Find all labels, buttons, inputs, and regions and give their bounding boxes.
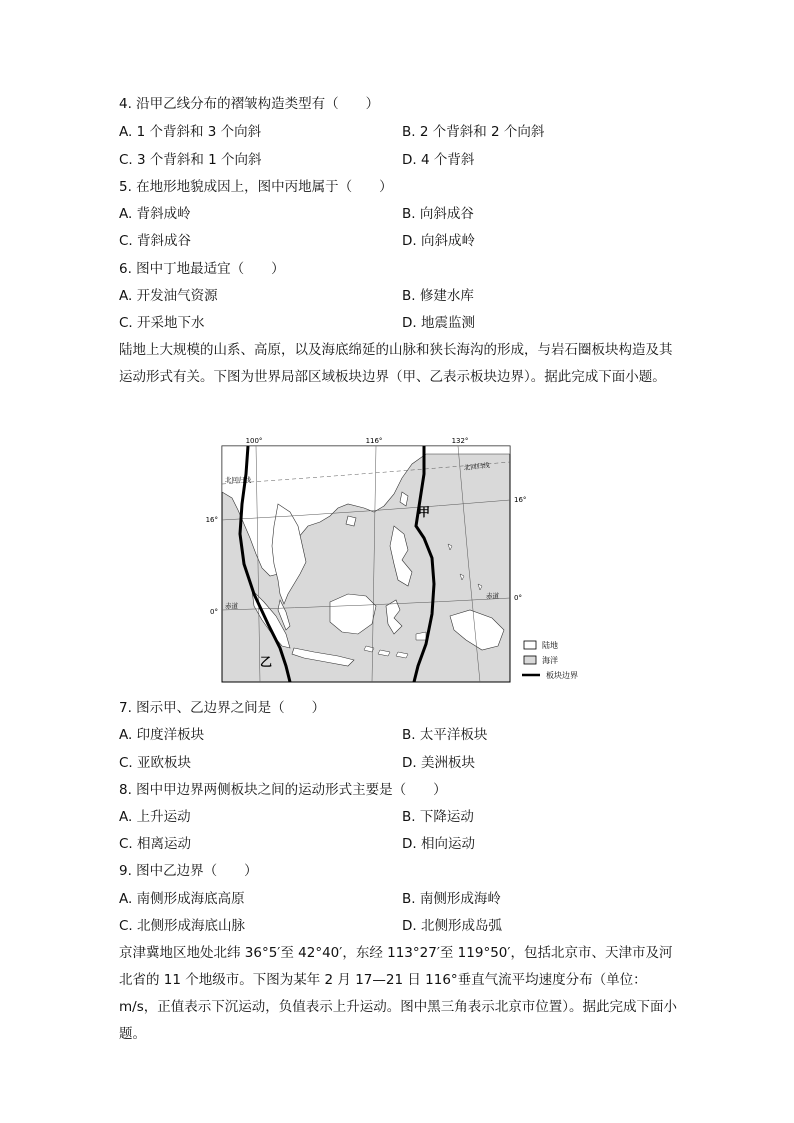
label-tropic-left: 北回归线 bbox=[225, 476, 251, 484]
intro-paragraph-plates: 陆地上大规模的山系、高原，以及海底绵延的山脉和狭长海沟的形成，与岩石圈板块构造及其运动形式有关。下图为世界局部区域板块边界（甲、乙表示板块边界）。据此完成下面小题。 bbox=[119, 342, 673, 385]
question-7-option-a[interactable]: A. 印度洋板块 bbox=[119, 727, 205, 743]
label-boundary-jia: 甲 bbox=[418, 505, 431, 519]
question-7-option-c[interactable]: C. 亚欧板块 bbox=[119, 755, 192, 771]
label-lon-100: 100° bbox=[245, 437, 263, 445]
legend-boundary-label: 板块边界 bbox=[546, 671, 578, 680]
legend-ocean-label: 海洋 bbox=[542, 656, 558, 665]
label-equator-left: 赤道 bbox=[225, 602, 238, 610]
question-8-option-b[interactable]: B. 下降运动 bbox=[402, 809, 474, 825]
question-8-stem: 8. 图中甲边界两侧板块之间的运动形式主要是（ ） bbox=[119, 782, 447, 798]
question-7-option-d[interactable]: D. 美洲板块 bbox=[402, 755, 475, 771]
question-5-option-b[interactable]: B. 向斜成谷 bbox=[402, 206, 474, 222]
question-5-option-d[interactable]: D. 向斜成岭 bbox=[402, 233, 475, 249]
label-lon-132: 132° bbox=[451, 437, 469, 445]
label-lat-0-right: 0° bbox=[514, 594, 522, 602]
question-6-option-a[interactable]: A. 开发油气资源 bbox=[119, 288, 218, 304]
question-5-option-a[interactable]: A. 背斜成岭 bbox=[119, 206, 191, 222]
label-lat-16-right: 16° bbox=[514, 496, 527, 504]
question-4-option-a[interactable]: A. 1 个背斜和 3 个向斜 bbox=[119, 124, 262, 140]
question-8-option-a[interactable]: A. 上升运动 bbox=[119, 809, 191, 825]
land-hainan bbox=[346, 516, 356, 526]
question-9-stem: 9. 图中乙边界（ ） bbox=[119, 863, 258, 879]
label-equator-right: 赤道 bbox=[486, 592, 499, 600]
question-9-option-d[interactable]: D. 北侧形成岛弧 bbox=[402, 918, 502, 934]
question-7-option-b[interactable]: B. 太平洋板块 bbox=[402, 727, 488, 743]
legend-land-swatch bbox=[524, 641, 536, 649]
intro-paragraph-jingjinji: 京津冀地区地处北纬 36°5′至 42°40′，东经 113°27′至 119°50′，包括北京市、天津市及河北省的 11 个地级市。下图为某年 2 月 17—21 日 116°垂直气流平均速度分布（单位：m/s，正值表示下沉运动，负值表示上升运动。图中黑三角表示北京市位置）。据此完成下面小题。 bbox=[119, 945, 677, 1042]
label-lat-16-left: 16° bbox=[205, 516, 218, 524]
legend-land-label: 陆地 bbox=[542, 641, 558, 650]
question-4-stem: 4. 沿甲乙线分布的褶皱构造类型有（ ） bbox=[119, 96, 380, 112]
question-4-option-d[interactable]: D. 4 个背斜 bbox=[402, 152, 475, 168]
label-lat-0-left: 0° bbox=[210, 608, 218, 616]
question-5-option-c[interactable]: C. 背斜成谷 bbox=[119, 233, 192, 249]
question-6-stem: 6. 图中丁地最适宜（ ） bbox=[119, 261, 285, 277]
question-5-stem: 5. 在地形地貌成因上，图中丙地属于（ ） bbox=[119, 179, 393, 195]
question-9-option-c[interactable]: C. 北侧形成海底山脉 bbox=[119, 918, 246, 934]
label-lon-116: 116° bbox=[365, 437, 383, 445]
question-6-option-b[interactable]: B. 修建水库 bbox=[402, 288, 474, 304]
question-6-option-c[interactable]: C. 开采地下水 bbox=[119, 315, 205, 331]
question-6-option-d[interactable]: D. 地震监测 bbox=[402, 315, 475, 331]
question-8-option-c[interactable]: C. 相离运动 bbox=[119, 836, 192, 852]
legend-ocean-swatch bbox=[524, 656, 536, 664]
question-9-option-a[interactable]: A. 南侧形成海底高原 bbox=[119, 891, 245, 907]
question-8-option-d[interactable]: D. 相向运动 bbox=[402, 836, 475, 852]
label-boundary-yi: 乙 bbox=[260, 655, 273, 669]
question-4-option-b[interactable]: B. 2 个背斜和 2 个向斜 bbox=[402, 124, 545, 140]
plate-boundary-map bbox=[198, 434, 598, 684]
question-9-option-b[interactable]: B. 南侧形成海岭 bbox=[402, 891, 501, 907]
label-tropic-right: 北回归线 bbox=[463, 461, 491, 472]
question-7-stem: 7. 图示甲、乙边界之间是（ ） bbox=[119, 700, 326, 716]
question-4-option-c[interactable]: C. 3 个背斜和 1 个向斜 bbox=[119, 152, 262, 168]
